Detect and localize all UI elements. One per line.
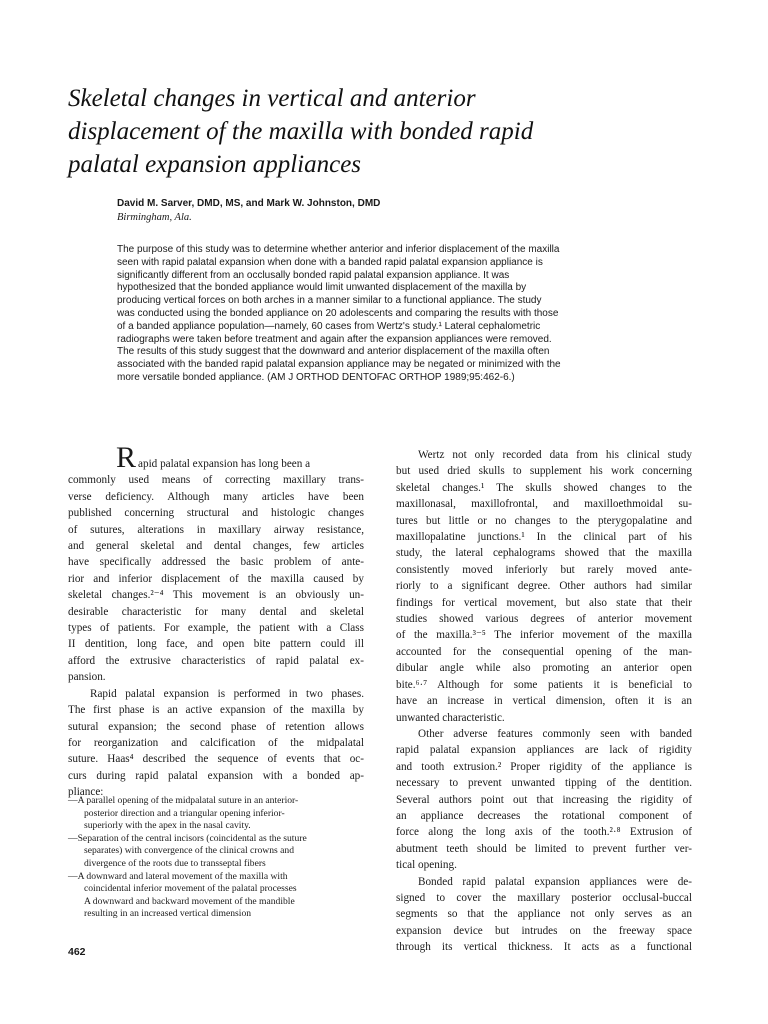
body-line: pliance:	[68, 786, 104, 799]
abstract-line: The purpose of this study was to determine whether anterior and inferior displacement of the maxilla	[117, 244, 560, 255]
body-line: necessary to prevent unwanted tipping of the dentition.	[396, 777, 692, 790]
list-item-line: superiorly with the apex in the nasal cavity.	[84, 820, 251, 832]
abstract	[117, 244, 677, 385]
body-line: published concerning structural and histologic changes	[68, 507, 364, 520]
body-line: verse deficiency. Although many articles have been	[68, 490, 364, 503]
abstract-line: more versatile bonded appliance. (AM J ORTHOD DENTOFAC ORTHOP 1989;95:462-6.)	[117, 371, 515, 383]
body-line: rior and inferior displacement of the maxilla caused by	[68, 572, 364, 585]
abstract-line: seen with rapid palatal expansion when done with a banded rapid palatal expansion appliance is	[117, 256, 543, 268]
body-line: study, the lateral cephalograms showed that the maxilla	[396, 547, 692, 560]
body-line: for reorganization and calcification of the midpalatal	[68, 736, 364, 749]
body-line: have specifically addressed the basic problem of ante-	[68, 556, 364, 569]
abstract-line: The results of this study suggest that the downward and anterior displacement of the maxilla often	[117, 346, 550, 358]
body-line: force along the long axis of the tooth.²·⁸ Extrusion of	[396, 826, 692, 839]
body-line: II dentition, long face, and open bite pattern could ill	[68, 638, 364, 651]
title-line: palatal expansion appliances	[68, 151, 362, 178]
abstract-line: radiographs were taken before treatment and again after the expansion appliances were removed.	[117, 333, 552, 345]
body-line: Several authors point out that increasing the rigidity of	[396, 793, 692, 806]
body-line: accounted for the consequential opening of the man-	[396, 645, 692, 658]
body-line: tures but little or no changes to the pterygopalatine and	[396, 514, 692, 527]
title-line: displacement of the maxilla with bonded rapid	[68, 118, 534, 145]
right-column	[396, 447, 692, 956]
abstract-line: associated with the banded rapid palatal expansion appliance may be negated or minimized with the	[117, 359, 561, 371]
abstract-line: significantly different from an occlusally bonded rapid palatal expansion appliance. It was	[117, 269, 510, 281]
body-line: skeletal changes.¹ The skulls showed changes to the	[396, 481, 692, 494]
article-title	[68, 82, 708, 181]
abstract-line: of a banded appliance population—namely, 60 cases from Wertz's study.¹ Lateral cephalometric	[117, 320, 541, 332]
body-line: dibular angle while also promoting an anterior open	[396, 662, 692, 675]
body-line: maxillonasal, maxillofrontal, and maxilloethmoidal su-	[396, 498, 692, 511]
body-line: abutment teeth should be limited to prevent further ver-	[396, 842, 692, 855]
body-line: pansion.	[68, 671, 106, 684]
event-list	[68, 795, 368, 921]
list-item-line: A downward and backward movement of the mandible	[84, 895, 295, 907]
drop-cap: R	[116, 441, 137, 474]
body-line: rapid palatal expansion appliances are lack of rigidity	[396, 744, 692, 757]
abstract-line: was conducted using the bonded appliance on 20 adolescents and comparing the results with those	[117, 307, 559, 319]
list-item-line: —Separation of the central incisors (coincidental as the suture	[68, 832, 307, 844]
list-item-line: divergence of the roots due to transseptal fibers	[84, 857, 266, 869]
body-line: bite.⁶·⁷ Although for some patients it is beneficial to	[396, 678, 692, 691]
abstract-line: hypothesized that the bonded appliance would limit unwanted displacement of the maxilla by	[117, 282, 527, 294]
body-line: tical opening.	[396, 859, 457, 872]
title-line: Skeletal changes in vertical and anterior	[68, 85, 476, 112]
list-item-line: —A parallel opening of the midpalatal suture in an anterior-	[68, 795, 299, 806]
body-line: Wertz not only recorded data from his clinical study	[418, 449, 692, 461]
body-line: and general skeletal and dental changes, few articles	[68, 540, 364, 553]
body-line: commonly used means of correcting maxillary trans-	[68, 474, 364, 487]
body-line: through its vertical thickness. It acts as a functional	[396, 941, 692, 954]
body-line: afford the extrusive characteristics of rapid palatal ex-	[68, 654, 364, 667]
body-line: but used dried skulls to supplement his work concerning	[396, 465, 692, 478]
body-line: types of patients. For example, the patient with a Class	[68, 622, 364, 635]
body-line: skeletal changes.²⁻⁴ This movement is an obviously un-	[68, 589, 364, 602]
body-line: an appliance decreases the rotational component of	[396, 809, 692, 822]
body-line: sutural expansion; the second phase of retention allows	[68, 720, 364, 733]
body-line: Other adverse features commonly seen with banded	[418, 727, 692, 740]
body-line: Bonded rapid palatal expansion appliances were de-	[418, 875, 692, 888]
body-line: unwanted characteristic.	[396, 711, 505, 724]
body-line: Rapid palatal expansion is performed in two phases.	[90, 687, 364, 700]
body-line: have an increase in vertical dimension, often it is an	[396, 695, 692, 708]
body-line: The first phase is an active expansion of the maxilla by	[68, 704, 364, 717]
body-line: riorly to a significant degree. Other authors had similar	[396, 580, 692, 593]
list-item-line: coincidental inferior movement of the palatal processes	[84, 883, 297, 895]
abstract-line: producing vertical forces on both arches in a manner similar to a functional appliance. The study	[117, 295, 542, 307]
body-line: maxillopalatine junctions.¹ In the clinical part of his	[396, 531, 692, 544]
author-list: David M. Sarver, DMD, MS, and Mark W. Johnston, DMD	[117, 198, 381, 209]
body-line: consistently moved inferiorly but rarely moved ante-	[396, 563, 692, 576]
list-item-line: separates) with convergence of the clinical crowns and	[84, 845, 294, 857]
body-line: segments so that the appliance not only serves as an	[396, 908, 692, 921]
first-line	[68, 441, 364, 474]
left-column	[68, 441, 364, 801]
body-line: curs during rapid palatal expansion with a bonded ap-	[68, 769, 364, 782]
body-line: signed to cover the maxillary posterior occlusal-buccal	[396, 891, 692, 904]
first-line-text: apid palatal expansion has long been a	[138, 458, 311, 470]
list-item-line: resulting in an increased vertical dimension	[84, 908, 252, 920]
body-line: and tooth extrusion.² Proper rigidity of the appliance is	[396, 760, 692, 773]
body-line: of the maxilla.³⁻⁵ The inferior movement of the maxilla	[396, 629, 692, 642]
body-line: of sutures, alterations in maxillary airway resistance,	[68, 523, 364, 536]
body-line: studies showed various degrees of anterior movement	[396, 613, 692, 626]
body-line: expansion device but intrudes on the freeway space	[396, 924, 692, 937]
list-item-line: —A downward and lateral movement of the maxilla with	[68, 870, 288, 882]
body-line: findings for vertical movement, but also state that their	[396, 596, 692, 609]
page-number: 462	[68, 946, 86, 958]
author-affiliation: Birmingham, Ala.	[117, 212, 192, 223]
list-item-line: posterior direction and a triangular opening inferior-	[84, 807, 285, 819]
body-line: desirable characteristic for many dental and skeletal	[68, 605, 364, 618]
body-line: suture. Haas⁴ described the sequence of events that oc-	[68, 753, 364, 766]
